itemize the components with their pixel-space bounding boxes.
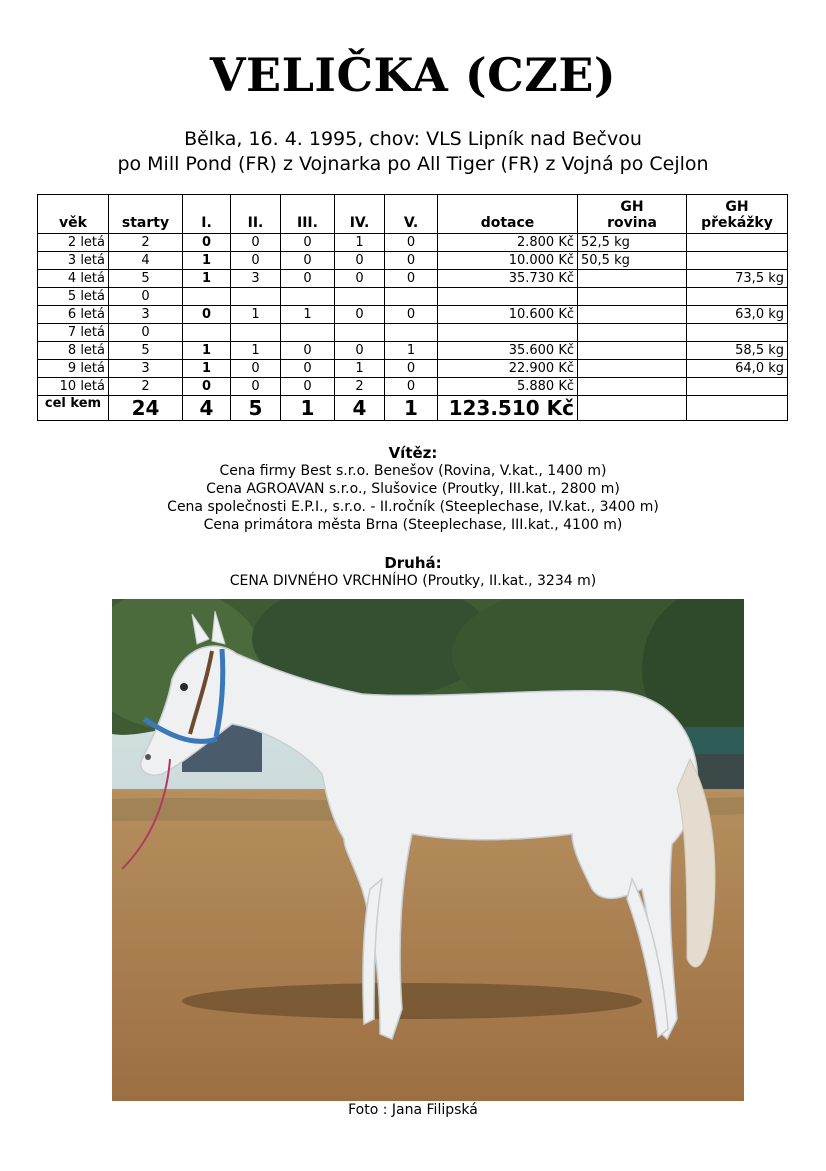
header-starts: starty	[109, 195, 183, 234]
table-row	[38, 324, 788, 342]
cell-starts: 2	[109, 378, 183, 396]
cell-p4: 0	[335, 306, 385, 324]
cell-starts: 4	[109, 252, 183, 270]
page-title: VELIČKA (CZE)	[209, 48, 617, 102]
cell-p4: 0	[335, 342, 385, 360]
cell-gh-jump	[687, 252, 788, 270]
total-gh-jump	[687, 396, 788, 421]
cell-p3: 0	[281, 234, 335, 252]
cell-p3	[281, 288, 335, 306]
cell-prize: 10.600 Kč	[438, 306, 578, 324]
cell-gh-flat	[578, 378, 687, 396]
cell-gh-flat	[578, 306, 687, 324]
cell-p2	[231, 288, 281, 306]
cell-p2: 1	[231, 306, 281, 324]
cell-starts: 2	[109, 234, 183, 252]
cell-gh-flat	[578, 360, 687, 378]
table-row	[38, 234, 788, 252]
second-place-section	[0, 554, 826, 590]
cell-p2: 0	[231, 360, 281, 378]
cell-gh-flat: 50,5 kg	[578, 252, 687, 270]
cell-gh-jump: 64,0 kg	[687, 360, 788, 378]
cell-p5: 0	[385, 306, 438, 324]
cell-age: 6 letá	[38, 306, 109, 324]
header-place-4: IV.	[335, 195, 385, 234]
cell-starts: 0	[109, 288, 183, 306]
cell-prize	[438, 324, 578, 342]
cell-p5: 1	[385, 342, 438, 360]
cell-prize	[438, 288, 578, 306]
table-row	[38, 252, 788, 270]
cell-gh-flat: 52,5 kg	[578, 234, 687, 252]
header-prize: dotace	[438, 195, 578, 234]
cell-starts: 5	[109, 270, 183, 288]
total-p4: 4	[335, 396, 385, 421]
header-gh-flat: GH rovina	[578, 195, 687, 234]
cell-p2: 1	[231, 342, 281, 360]
cell-gh-jump: 58,5 kg	[687, 342, 788, 360]
total-p1: 4	[183, 396, 231, 421]
table-row	[38, 360, 788, 378]
cell-p2: 3	[231, 270, 281, 288]
cell-p1: 1	[183, 360, 231, 378]
cell-p1: 0	[183, 378, 231, 396]
cell-prize: 35.600 Kč	[438, 342, 578, 360]
cell-p3	[281, 324, 335, 342]
cell-starts: 5	[109, 342, 183, 360]
winner-heading: Vítěz:	[388, 444, 438, 462]
cell-p3: 0	[281, 360, 335, 378]
cell-p2	[231, 324, 281, 342]
header-age: věk	[38, 195, 109, 234]
header-place-2: II.	[231, 195, 281, 234]
cell-starts: 3	[109, 360, 183, 378]
total-p3: 1	[281, 396, 335, 421]
subtitle-birth-breeder: Bělka, 16. 4. 1995, chov: VLS Lipník nad Bečvou	[184, 128, 642, 150]
cell-gh-flat	[578, 324, 687, 342]
cell-p4: 2	[335, 378, 385, 396]
winner-section	[0, 444, 826, 534]
cell-p1	[183, 324, 231, 342]
table-total-row	[38, 396, 788, 421]
photo-credit: Foto : Jana Filipská	[348, 1102, 478, 1118]
header-place-5: V.	[385, 195, 438, 234]
table-row	[38, 288, 788, 306]
cell-p1: 0	[183, 306, 231, 324]
cell-age: 4 letá	[38, 270, 109, 288]
table-header-row	[38, 195, 788, 234]
cell-p1: 1	[183, 270, 231, 288]
cell-prize: 22.900 Kč	[438, 360, 578, 378]
cell-prize: 5.880 Kč	[438, 378, 578, 396]
table-row	[38, 306, 788, 324]
cell-gh-jump	[687, 324, 788, 342]
cell-p5	[385, 288, 438, 306]
cell-p5: 0	[385, 252, 438, 270]
total-gh-flat	[578, 396, 687, 421]
table-row	[38, 342, 788, 360]
total-starts: 24	[109, 396, 183, 421]
cell-prize: 2.800 Kč	[438, 234, 578, 252]
second-item: CENA DIVNÉHO VRCHNÍHO (Proutky, II.kat., 3234 m)	[229, 573, 597, 589]
cell-p2: 0	[231, 252, 281, 270]
winner-item: Cena primátora města Brna (Steeplechase, III.kat., 4100 m)	[203, 517, 623, 533]
cell-p1	[183, 288, 231, 306]
table-row	[38, 270, 788, 288]
total-prize: 123.510 Kč	[438, 396, 578, 421]
cell-p4	[335, 288, 385, 306]
cell-gh-jump	[687, 288, 788, 306]
total-age: cel kem	[38, 396, 109, 421]
cell-age: 2 letá	[38, 234, 109, 252]
total-p5: 1	[385, 396, 438, 421]
subtitle-pedigree: po Mill Pond (FR) z Vojnarka po All Tiger (FR) z Vojná po Cejlon	[117, 153, 709, 175]
cell-p3: 0	[281, 342, 335, 360]
cell-gh-flat	[578, 270, 687, 288]
cell-age: 10 letá	[38, 378, 109, 396]
header-place-1: I.	[183, 195, 231, 234]
horse-photo-image	[112, 599, 744, 1101]
cell-p5: 0	[385, 234, 438, 252]
cell-p4: 1	[335, 234, 385, 252]
cell-p3: 0	[281, 270, 335, 288]
cell-gh-jump: 63,0 kg	[687, 306, 788, 324]
cell-p3: 0	[281, 378, 335, 396]
cell-p3: 0	[281, 252, 335, 270]
cell-gh-jump: 73,5 kg	[687, 270, 788, 288]
cell-starts: 3	[109, 306, 183, 324]
cell-p5	[385, 324, 438, 342]
cell-prize: 35.730 Kč	[438, 270, 578, 288]
cell-gh-flat	[578, 288, 687, 306]
header-gh-jump: GH překážky	[687, 195, 788, 234]
cell-p2: 0	[231, 378, 281, 396]
second-heading: Druhá:	[384, 554, 442, 572]
cell-p4	[335, 324, 385, 342]
cell-age: 3 letá	[38, 252, 109, 270]
cell-p5: 0	[385, 270, 438, 288]
cell-p4: 1	[335, 360, 385, 378]
cell-p1: 1	[183, 342, 231, 360]
winner-item: Cena AGROAVAN s.r.o., Slušovice (Proutky, III.kat., 2800 m)	[206, 481, 620, 497]
cell-p5: 0	[385, 378, 438, 396]
cell-p3: 1	[281, 306, 335, 324]
cell-age: 7 letá	[38, 324, 109, 342]
winner-item: Cena firmy Best s.r.o. Benešov (Rovina, V.kat., 1400 m)	[219, 463, 607, 479]
cell-age: 9 letá	[38, 360, 109, 378]
total-p2: 5	[231, 396, 281, 421]
horse-photo	[112, 599, 744, 1101]
cell-age: 8 letá	[38, 342, 109, 360]
cell-p4: 0	[335, 252, 385, 270]
cell-gh-flat	[578, 342, 687, 360]
cell-prize: 10.000 Kč	[438, 252, 578, 270]
cell-p5: 0	[385, 360, 438, 378]
cell-p1: 1	[183, 252, 231, 270]
table-row	[38, 378, 788, 396]
cell-starts: 0	[109, 324, 183, 342]
cell-p4: 0	[335, 270, 385, 288]
cell-p1: 0	[183, 234, 231, 252]
header-place-3: III.	[281, 195, 335, 234]
race-stats-table	[37, 194, 788, 421]
cell-gh-jump	[687, 234, 788, 252]
cell-p2: 0	[231, 234, 281, 252]
winner-item: Cena společnosti E.P.I., s.r.o. - II.ročník (Steeplechase, IV.kat., 3400 m)	[167, 499, 659, 515]
cell-age: 5 letá	[38, 288, 109, 306]
cell-gh-jump	[687, 378, 788, 396]
